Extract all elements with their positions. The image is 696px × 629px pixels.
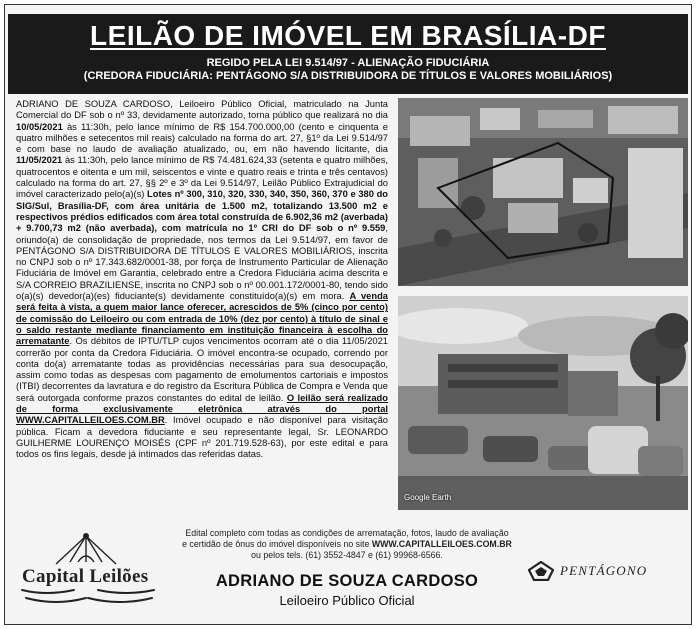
pentagon-icon [528, 561, 554, 581]
page-title: LEILÃO DE IMÓVEL EM BRASÍLIA-DF [90, 20, 606, 51]
website-link[interactable]: WWW.CAPITALLEILOES.COM.BR [371, 539, 512, 549]
body-closing: . Imóvel ocupado e não disponível para visitação pública. Ficam a devedora fiduciante e seu representante legal, Sr. LEONARDO GUILHERME LOURENÇO MOISÉS (CPF nº 201.719.528-63), por este edital e para todos os fins legais, desde já intimados das referidas datas. [16, 415, 388, 460]
aerial-photo-image [398, 98, 688, 286]
first-auction-date: 10/05/2021 [16, 121, 63, 132]
body-property-origin: , oriundo(a) de consolidação de propriedade, nos termos da Lei 9.514/97, em favor de PENTÁGONO S/A DISTRIBUIDORA DE TÍTULOS E VALORES MOBILIÁRIOS, inscrita no CNPJ sob o nº 17.343.682/0001-38, por força de Instrumento Particular de Alienação Fiduciária de Imóvel em Garantia, celebrado entre a Credora Fiduciária acima descrita e S/A CORREIO BRAZILIENSE, inscrita no CNPJ sob o nº 00.001.172/0001-80, tendo sido o(a)(s) devedor(a)(es) fiduciante(s) devidamente constituído(a)(s) em mora. [16, 223, 388, 302]
notice-body [16, 99, 388, 511]
online-auction-notice: O leilão será realizado de forma exclusivamente eletrônica através do portal WWW.CAPITALLEILOES.COM.BR [16, 392, 388, 426]
body-obligations: . Os débitos de IPTU/TLP cujos vencimentos ocorram até o dia 11/05/2021 correrão por conta da Credora Fiduciária. O imóvel encontra-se ocupado, correndo por conta do(a) arrematante todas as providências necessárias para sua desocupação, assim como todas as despesas com pagamento de emolumentos cartoriais e impostos (ITBI) decorrentes da lavratura e do registro da Escritura Pública de Compra e Venda que será outorgada conforme prazos constantes do edital de leilão. [16, 336, 388, 403]
auctioneer-role: Leiloeiro Público Oficial [279, 593, 415, 608]
pentagono-wordmark: PENTÁGONO [560, 563, 648, 578]
street-photo [398, 296, 688, 510]
footer-info [182, 528, 512, 561]
google-earth-watermark: Google Earth [404, 493, 452, 502]
capital-leiloes-wordmark: Capital Leilões [22, 566, 149, 587]
law-subtitle: REGIDO PELA LEI 9.514/97 - ALIENAÇÃO FIDUCIÁRIA [206, 57, 490, 69]
auctioneer-name: ADRIANO DE SOUZA CARDOSO [215, 572, 479, 590]
body-first-bid: às 11:30h, pelo lance mínimo de R$ 154.700.000,00 (cento e cinquenta e quatro milhões e setecentos mil reais) calculado na forma do art. 27, §1º da Lei 9.514/97 e com base no laudo de avaliação atualizado, ou, em não havendo licitante, dia [16, 121, 388, 155]
second-auction-date: 11/05/2021 [16, 155, 63, 166]
body-second-bid: às 11:30h, pelo lance mínimo de R$ 74.481.624,33 (setenta e quatro milhões, quatrocentos e oitenta e um mil, seiscentos e vinte e quatro reais e trinta e três centavos) calculado na forma do art. 27, §§ 2º e 3º da Lei 9.514/97, Leilão Público Extrajudicial do imóvel caracterizado pelo(a)(s) [16, 155, 388, 200]
capital-leiloes-logo [16, 528, 166, 608]
creditor-subtitle: (CREDORA FIDUCIÁRIA: PENTÁGONO S/A DISTRIBUIDORA DE TÍTULOS E VALORES MOBILIÁRIOS) [83, 70, 613, 82]
auctioneer-signature [182, 572, 512, 608]
footer-phones: ou pelos tels. (61) 3552-4847 e (61) 99968-6566. [251, 550, 443, 560]
property-lots: Lotes nº 300, 310, 320, 330, 340, 350, 360, 370 e 380 do SIG/Sul, Brasília-DF, com área unitária de 1.500 m2, totalizando 13.500 m2 e respectivos prédios edificados com área total construída de 6.902,36 m2 (averbada) + 9.700,73 m2 (não averbada), com matrícula no 1º CRI do DF sob o nº 9.559 [16, 189, 388, 234]
aerial-photo [398, 98, 688, 286]
notice-header [8, 14, 688, 94]
body-intro: ADRIANO DE SOUZA CARDOSO, Leiloeiro Público Oficial, matriculado na Junta Comercial do DF sob o nº 33, devidamente autorizado, torna público que realizará no dia [16, 99, 388, 121]
sale-conditions: A venda será feita à vista, a quem maior lance oferecer, acrescidos de 5% (cinco por cento) de comissão do Leiloeiro ou com entrada de 10% (dez por cento) à título de sinal e o saldo restante mediante financiamento em instituição financeira à escolha do arrematante [16, 291, 388, 347]
pentagono-logo [528, 558, 678, 584]
footer-info-text: Edital completo com todas as condições de arrematação, fotos, laudo de avaliação e certidão de ônus do imóvel disponíveis no site [182, 528, 509, 549]
street-photo-image [398, 296, 688, 510]
